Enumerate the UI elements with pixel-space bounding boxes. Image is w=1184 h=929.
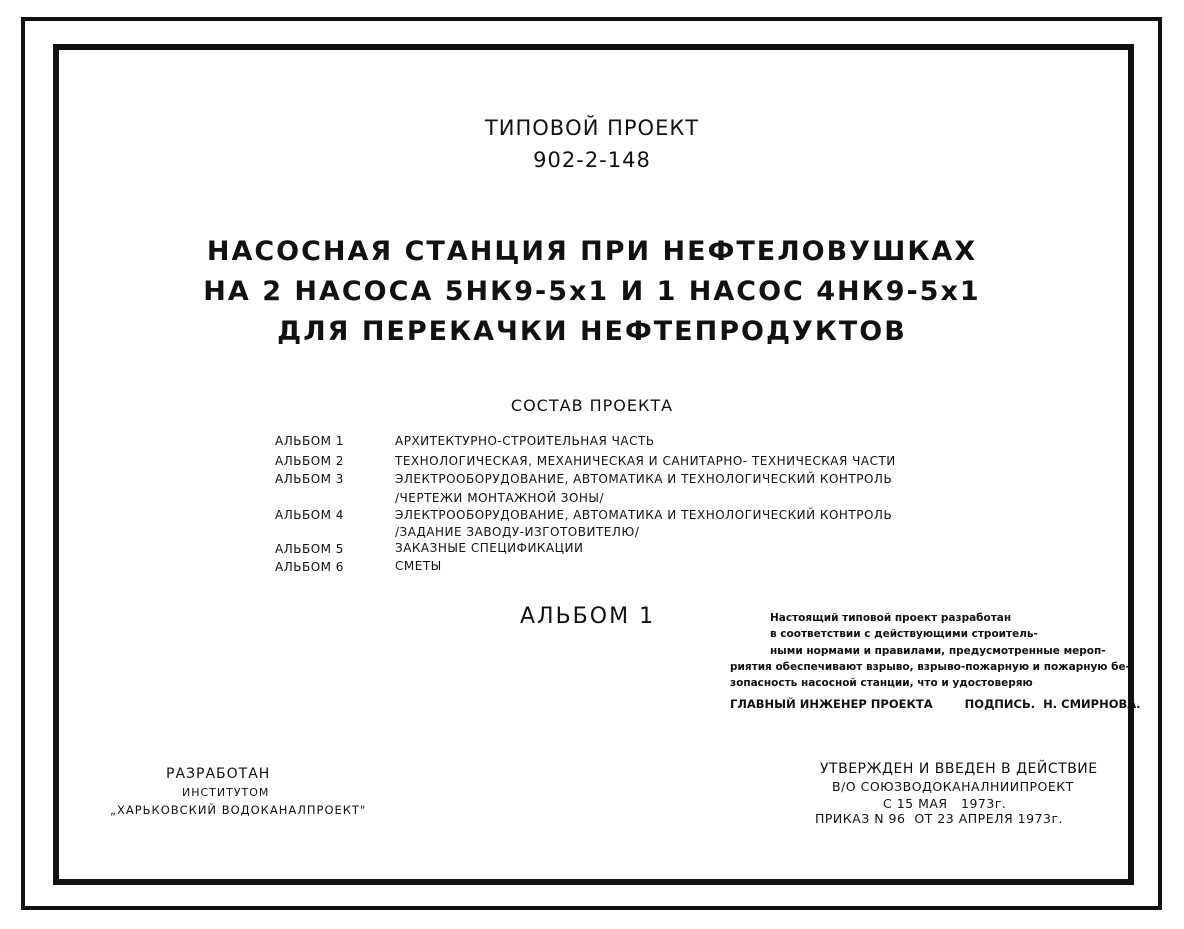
signature-line: ГЛАВНЫЙ ИНЖЕНЕР ПРОЕКТА ПОДПИСЬ. Н. СМИРНОВА. (730, 697, 1141, 711)
approval-date: С 15 МАЯ 1973г. (883, 796, 1007, 811)
album-description: СМЕТЫ (395, 559, 442, 573)
album-description: /ЧЕРТЕЖИ МОНТАЖНОЙ ЗОНЫ/ (395, 491, 605, 505)
album-description: ТЕХНОЛОГИЧЕСКАЯ, МЕХАНИЧЕСКАЯ И САНИТАРНО- ТЕХНИЧЕСКАЯ ЧАСТИ (395, 454, 896, 468)
album-label: АЛЬБОМ 6 (275, 560, 344, 574)
title-line-3: ДЛЯ ПЕРЕКАЧКИ НЕФТЕПРОДУКТОВ (277, 316, 907, 347)
approval-line: УТВЕРЖДЕН И ВВЕДЕН В ДЕЙСТВИЕ (820, 761, 1098, 777)
certification-line: риятия обеспечивают взрыво, взрыво-пожарную и пожарную бе- (730, 661, 1130, 673)
album-label: АЛЬБОМ 5 (275, 542, 344, 556)
title-line-2: НА 2 НАСОСА 5НК9-5х1 И 1 НАСОС 4НК9-5х1 (203, 276, 981, 307)
album-description: ЭЛЕКТРООБОРУДОВАНИЕ, АВТОМАТИКА И ТЕХНОЛОГИЧЕСКИЙ КОНТРОЛЬ (395, 472, 893, 486)
approval-order: ПРИКАЗ N 96 ОТ 23 АПРЕЛЯ 1973г. (815, 811, 1064, 826)
developer-label: ИНСТИТУТОМ (182, 786, 270, 799)
album-description: ЗАКАЗНЫЕ СПЕЦИФИКАЦИИ (395, 541, 584, 555)
current-album: АЛЬБОМ 1 (520, 604, 656, 629)
album-description: АРХИТЕКТУРНО-СТРОИТЕЛЬНАЯ ЧАСТЬ (395, 434, 655, 448)
album-label: АЛЬБОМ 3 (275, 472, 344, 486)
album-description: ЭЛЕКТРООБОРУДОВАНИЕ, АВТОМАТИКА И ТЕХНОЛОГИЧЕСКИЙ КОНТРОЛЬ (395, 508, 893, 522)
composition-heading: СОСТАВ ПРОЕКТА (510, 396, 674, 415)
project-number: 902-2-148 (533, 148, 651, 172)
album-label: АЛЬБОМ 1 (275, 434, 344, 448)
album-description: /ЗАДАНИЕ ЗАВОДУ-ИЗГОТОВИТЕЛЮ/ (395, 525, 640, 539)
certification-line: в соответствии с действующими строитель- (770, 628, 1038, 640)
project-type: ТИПОВОЙ ПРОЕКТ (484, 116, 700, 140)
title-line-1: НАСОСНАЯ СТАНЦИЯ ПРИ НЕФТЕЛОВУШКАХ (206, 236, 978, 267)
certification-line: Настоящий типовой проект разработан (770, 612, 1012, 624)
approval-organization: В/О СОЮЗВОДОКАНАЛНИИПРОЕКТ (832, 779, 1074, 794)
developer-heading: РАЗРАБОТАН (166, 766, 271, 782)
album-label: АЛЬБОМ 2 (275, 454, 344, 468)
album-label: АЛЬБОМ 4 (275, 508, 344, 522)
certification-line: зопасность насосной станции, что и удостоверяю (730, 677, 1033, 689)
developer-name: „ХАРЬКОВСКИЙ ВОДОКАНАЛПРОЕКТ" (110, 803, 367, 817)
certification-line: ными нормами и правилами, предусмотренные мероп- (770, 645, 1106, 657)
